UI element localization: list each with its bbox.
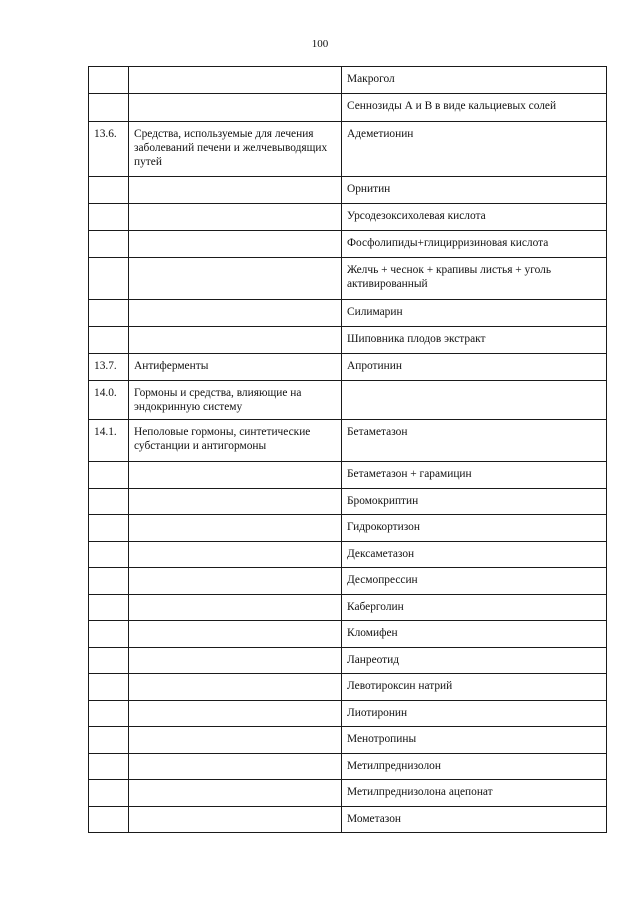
row-drug: Менотропины — [342, 727, 607, 754]
row-code — [89, 94, 129, 122]
table-row — [89, 489, 607, 515]
table-row — [89, 204, 607, 231]
row-group: Средства, используемые для лечения заболеваний печени и желчевыводящих путей — [129, 122, 342, 177]
row-group — [129, 674, 342, 701]
row-drug: Адеметионин — [342, 122, 607, 177]
table-row — [89, 754, 607, 780]
row-code — [89, 595, 129, 621]
row-code — [89, 780, 129, 807]
row-drug: Фосфолипиды+глицирризиновая кислота — [342, 231, 607, 258]
table-row — [89, 420, 607, 462]
row-code — [89, 515, 129, 542]
table-row — [89, 595, 607, 621]
row-code — [89, 327, 129, 354]
row-group — [129, 258, 342, 300]
row-code — [89, 231, 129, 258]
row-group — [129, 231, 342, 258]
row-code — [89, 648, 129, 674]
row-drug: Бетаметазон — [342, 420, 607, 462]
row-code — [89, 67, 129, 94]
row-code — [89, 568, 129, 595]
row-drug: Метилпреднизолон — [342, 754, 607, 780]
row-code — [89, 300, 129, 327]
row-drug: Лиотиронин — [342, 701, 607, 727]
table-row — [89, 542, 607, 568]
row-group — [129, 568, 342, 595]
table-row — [89, 568, 607, 595]
row-drug: Мометазон — [342, 807, 607, 833]
page-number: 100 — [311, 38, 329, 50]
row-drug: Апротинин — [342, 354, 607, 381]
row-group — [129, 621, 342, 648]
row-code: 14.1. — [89, 420, 129, 462]
row-code — [89, 204, 129, 231]
row-group — [129, 701, 342, 727]
row-group — [129, 780, 342, 807]
table-row — [89, 177, 607, 204]
table-row — [89, 515, 607, 542]
row-group — [129, 327, 342, 354]
table-row — [89, 701, 607, 727]
row-group — [129, 462, 342, 489]
row-drug: Бетаметазон + гарамицин — [342, 462, 607, 489]
row-group — [129, 515, 342, 542]
row-group — [129, 94, 342, 122]
row-drug: Метилпреднизолона ацепонат — [342, 780, 607, 807]
row-group: Неполовые гормоны, синтетические субстанции и антигормоны — [129, 420, 342, 462]
row-drug: Урсодезоксихолевая кислота — [342, 204, 607, 231]
row-drug: Каберголин — [342, 595, 607, 621]
row-drug: Желчь + чеснок + крапивы листья + уголь активированный — [342, 258, 607, 300]
row-code: 13.7. — [89, 354, 129, 381]
row-group — [129, 754, 342, 780]
row-group — [129, 489, 342, 515]
row-drug: Сеннозиды А и В в виде кальциевых солей — [342, 94, 607, 122]
row-code — [89, 674, 129, 701]
table-row — [89, 462, 607, 489]
row-code — [89, 701, 129, 727]
row-code: 13.6. — [89, 122, 129, 177]
row-code — [89, 727, 129, 754]
row-code — [89, 462, 129, 489]
row-group — [129, 727, 342, 754]
row-group — [129, 300, 342, 327]
table-row — [89, 807, 607, 833]
table-row — [89, 621, 607, 648]
table-row — [89, 727, 607, 754]
row-drug: Ланреотид — [342, 648, 607, 674]
row-group — [129, 67, 342, 94]
row-drug: Орнитин — [342, 177, 607, 204]
row-group — [129, 807, 342, 833]
row-drug: Шиповника плодов экстракт — [342, 327, 607, 354]
row-code — [89, 807, 129, 833]
row-code — [89, 258, 129, 300]
row-drug: Дексаметазон — [342, 542, 607, 568]
row-code — [89, 489, 129, 515]
table-row — [89, 231, 607, 258]
table-row — [89, 648, 607, 674]
row-group: Гормоны и средства, влияющие на эндокринную систему — [129, 381, 342, 420]
row-drug — [342, 381, 607, 420]
table-row — [89, 780, 607, 807]
row-drug: Кломифен — [342, 621, 607, 648]
table-row — [89, 258, 607, 300]
row-drug: Силимарин — [342, 300, 607, 327]
table-row — [89, 327, 607, 354]
row-drug: Левотироксин натрий — [342, 674, 607, 701]
table-row — [89, 674, 607, 701]
row-code — [89, 542, 129, 568]
row-group: Антиферменты — [129, 354, 342, 381]
row-group — [129, 542, 342, 568]
table-row — [89, 300, 607, 327]
table-row — [89, 122, 607, 177]
row-group — [129, 204, 342, 231]
table-row — [89, 67, 607, 94]
row-drug: Бромокриптин — [342, 489, 607, 515]
row-drug: Макрогол — [342, 67, 607, 94]
row-drug: Гидрокортизон — [342, 515, 607, 542]
table-row — [89, 94, 607, 122]
row-code — [89, 177, 129, 204]
row-group — [129, 595, 342, 621]
table-row — [89, 354, 607, 381]
table-body — [89, 67, 607, 833]
row-code — [89, 754, 129, 780]
row-drug: Десмопрессин — [342, 568, 607, 595]
table-row — [89, 381, 607, 420]
row-group — [129, 648, 342, 674]
row-group — [129, 177, 342, 204]
drug-table — [88, 66, 607, 833]
row-code — [89, 621, 129, 648]
row-code: 14.0. — [89, 381, 129, 420]
